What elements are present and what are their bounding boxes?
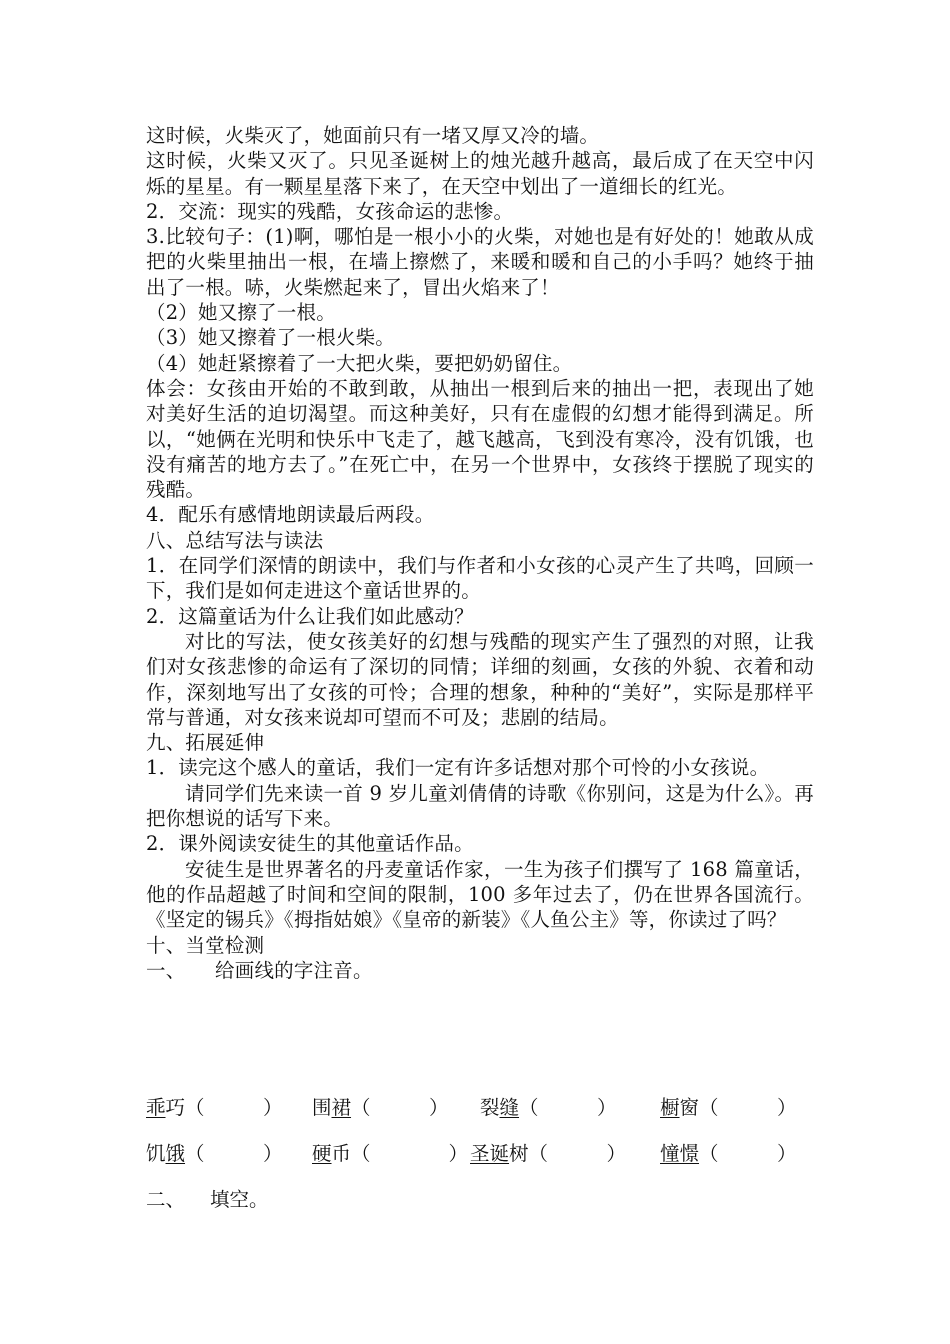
pinyin-item: 饥饿（ ）: [146, 1142, 283, 1165]
paragraph: 3.比较句子：(1)啊，哪怕是一根小小的火柴，对她也是有好处的！她敢从成把的火柴里抽出一根，在墙上擦燃了，来暖和暖和自己的小手吗？她终于抽出了一根。哧，火柴燃起来了，冒出火焰来了！: [146, 225, 814, 299]
pinyin-item: 憧憬（ ）: [660, 1142, 797, 1165]
pinyin-item: 围裙（ ）: [312, 1096, 449, 1119]
paragraph: 请同学们先来读一首 9 岁儿童刘倩倩的诗歌《你别问，这是为什么》。再把你想说的话写下来。: [146, 781, 814, 831]
paragraph: 十、当堂检测: [146, 933, 265, 957]
paragraph: （4）她赶紧擦着了一大把火柴，要把奶奶留住。: [146, 351, 573, 375]
pinyin-item: 乖巧（ ）: [146, 1096, 283, 1119]
paragraph: 1．读完这个感人的童话，我们一定有许多话想对那个可怜的小女孩说。: [146, 756, 770, 780]
pinyin-item: 硬币（ ）: [312, 1142, 469, 1165]
paragraph: 八、总结写法与读法: [146, 528, 324, 552]
pinyin-row-1: [146, 1094, 826, 1122]
paragraph: 体会：女孩由开始的不敢到敢，从抽出一根到后来的抽出一把，表现出了她对美好生活的迫切渴望。而这种美好，只有在虚假的幻想才能得到满足。所以，“她俩在光明和快乐中飞走了，越飞越高，飞到没有寒冷，没有饥饿，也没有痛苦的地方去了。”在死亡中，在另一个世界中，女孩终于摆脱了现实的残酷。: [146, 376, 814, 502]
paragraph: 2．课外阅读安徒生的其他童话作品。: [146, 832, 474, 856]
paragraph: 一、 给画线的字注音。: [146, 958, 373, 982]
paragraph: 2．这篇童话为什么让我们如此感动？: [146, 604, 474, 628]
paragraph: （2）她又擦了一根。: [146, 301, 336, 325]
paragraph: 这时候，火柴灭了，她面前只有一堵又厚又冷的墙。: [146, 124, 600, 147]
pinyin-item: 橱窗（ ）: [660, 1096, 797, 1119]
paragraph: 1．在同学们深情的朗读中，我们与作者和小女孩的心灵产生了共鸣，回顾一下，我们是如何走进这个童话世界的。: [146, 554, 814, 603]
pinyin-item: 圣诞树（ ）: [470, 1142, 627, 1165]
lesson-text: [146, 123, 814, 983]
paragraph: 2．交流：现实的残酷，女孩命运的悲惨。: [146, 199, 514, 223]
paragraph: 安徒生是世界著名的丹麦童话作家，一生为孩子们撰写了 168 篇童话，他的作品超越了时间和空间的限制，100 多年过去了，仍在世界各国流行。《坚定的锡兵》《拇指姑娘》《皇帝的新装》《人鱼公主》等，你读过了吗？: [146, 857, 814, 932]
pinyin-item: 裂缝（ ）: [480, 1096, 617, 1119]
section-fill-blank: [146, 1186, 269, 1214]
section-number: 二、: [146, 1188, 186, 1211]
paragraph: 4．配乐有感情地朗读最后两段。: [146, 503, 435, 527]
section-label: 填空。: [210, 1188, 269, 1211]
pinyin-row-2: [146, 1140, 826, 1168]
paragraph: 这时候，火柴又灭了。只见圣诞树上的烛光越升越高，最后成了在天空中闪烁的星星。有一颗星星落下来了，在天空中划出了一道细长的红光。: [146, 149, 814, 198]
paragraph: 对比的写法，使女孩美好的幻想与残酷的现实产生了强烈的对照，让我们对女孩悲惨的命运有了深切的同情；详细的刻画，女孩的外貌、衣着和动作，深刻地写出了女孩的可怜；合理的想象，种种的“美好”，实际是那样平常与普通，对女孩来说却可望而不可及；悲剧的结局。: [146, 629, 814, 729]
paragraph: （3）她又擦着了一根火柴。: [146, 326, 396, 350]
paragraph: 九、拓展延伸: [146, 731, 265, 755]
